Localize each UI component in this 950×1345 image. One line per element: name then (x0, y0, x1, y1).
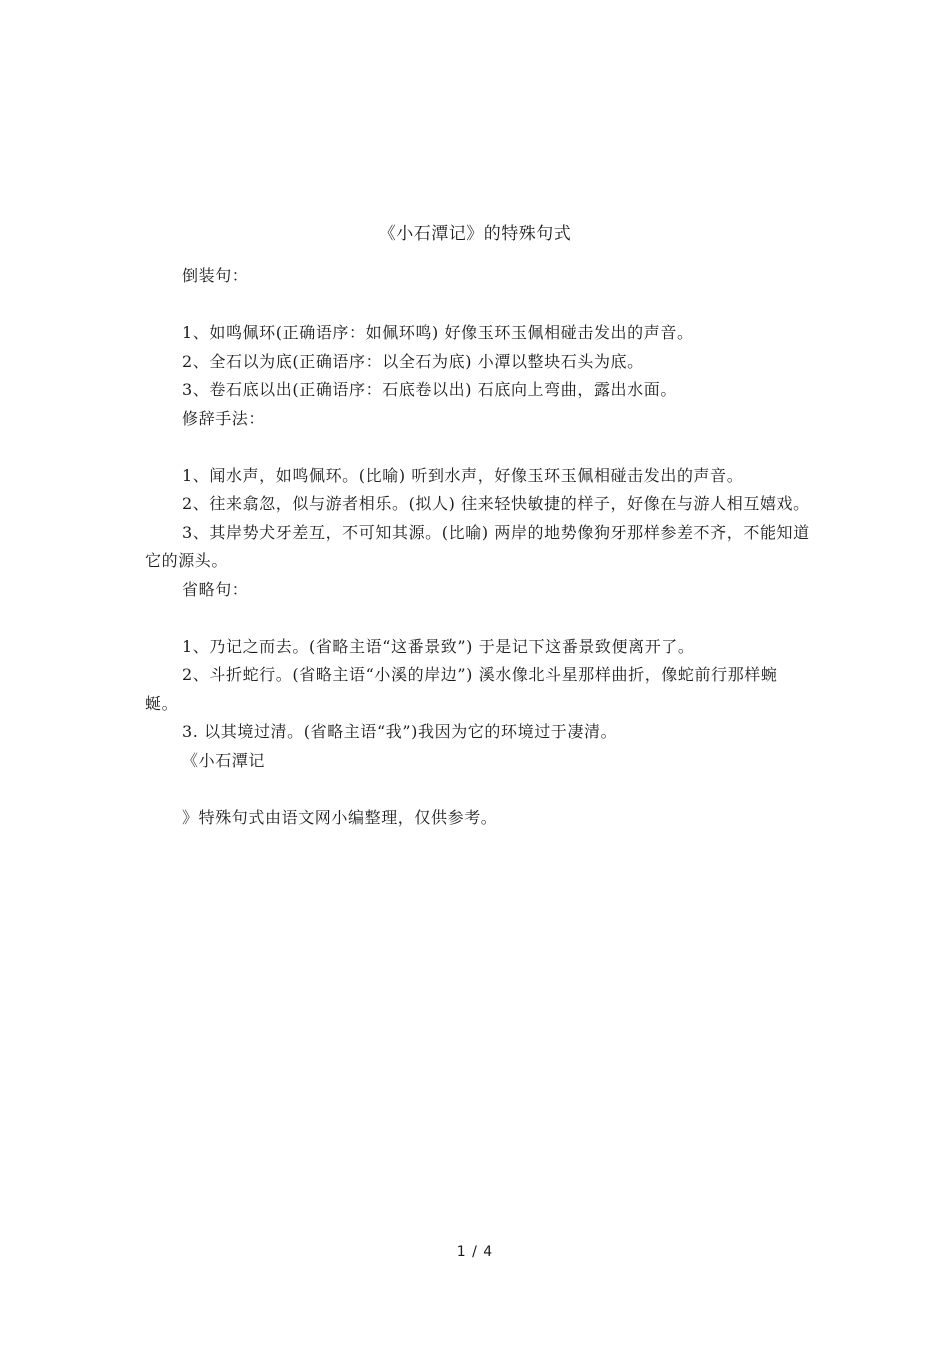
document-title: 《小石潭记》的特殊句式 (378, 224, 572, 244)
blank-line (145, 433, 810, 462)
ellipsis-item-3: 3. 以其境过清。(省略主语“我”)我因为它的环境过于凄清。 (182, 722, 618, 741)
closing-line-1: 《小石潭记 (182, 750, 266, 770)
ellipsis-item-2: 2、斗折蛇行。(省略主语“小溪的岸边”) 溪水像北斗星那样曲折，像蛇前行那样蜿蜒。 (145, 665, 778, 713)
blank-line (145, 775, 810, 804)
inversion-item-2: 2、全石以为底(正确语序：以全石为底) 小潭以整块石头为底。 (182, 351, 644, 371)
section-heading-rhetoric: 修辞手法： (182, 408, 266, 428)
inversion-item-3: 3、卷石底以出(正确语序：石底卷以出) 石底向上弯曲，露出水面。 (182, 380, 677, 399)
document-body (145, 262, 810, 832)
page-number: 1 / 4 (456, 1244, 494, 1260)
rhetoric-item-2: 2、往来翕忽，似与游者相乐。(拟人) 往来轻快敏捷的样子，好像在与游人相互嬉戏。 (182, 494, 810, 513)
rhetoric-item-3: 3、其岸势犬牙差互，不可知其源。(比喻) 两岸的地势像狗牙那样参差不齐，不能知道它的源头。 (145, 522, 810, 570)
blank-line (145, 291, 810, 320)
ellipsis-item-1: 1、乃记之而去。(省略主语“这番景致”) 于是记下这番景致便离开了。 (182, 636, 695, 656)
closing-line-2: 》特殊句式由语文网小编整理，仅供参考。 (182, 807, 498, 827)
rhetoric-item-1: 1、闻水声，如鸣佩环。(比喻) 听到水声，好像玉环玉佩相碰击发出的声音。 (182, 465, 744, 485)
blank-line (145, 604, 810, 633)
section-heading-inversion: 倒装句： (182, 266, 249, 285)
inversion-item-1: 1、如鸣佩环(正确语序：如佩环鸣) 好像玉环玉佩相碰击发出的声音。 (182, 323, 694, 342)
section-heading-ellipsis: 省略句： (182, 579, 249, 599)
